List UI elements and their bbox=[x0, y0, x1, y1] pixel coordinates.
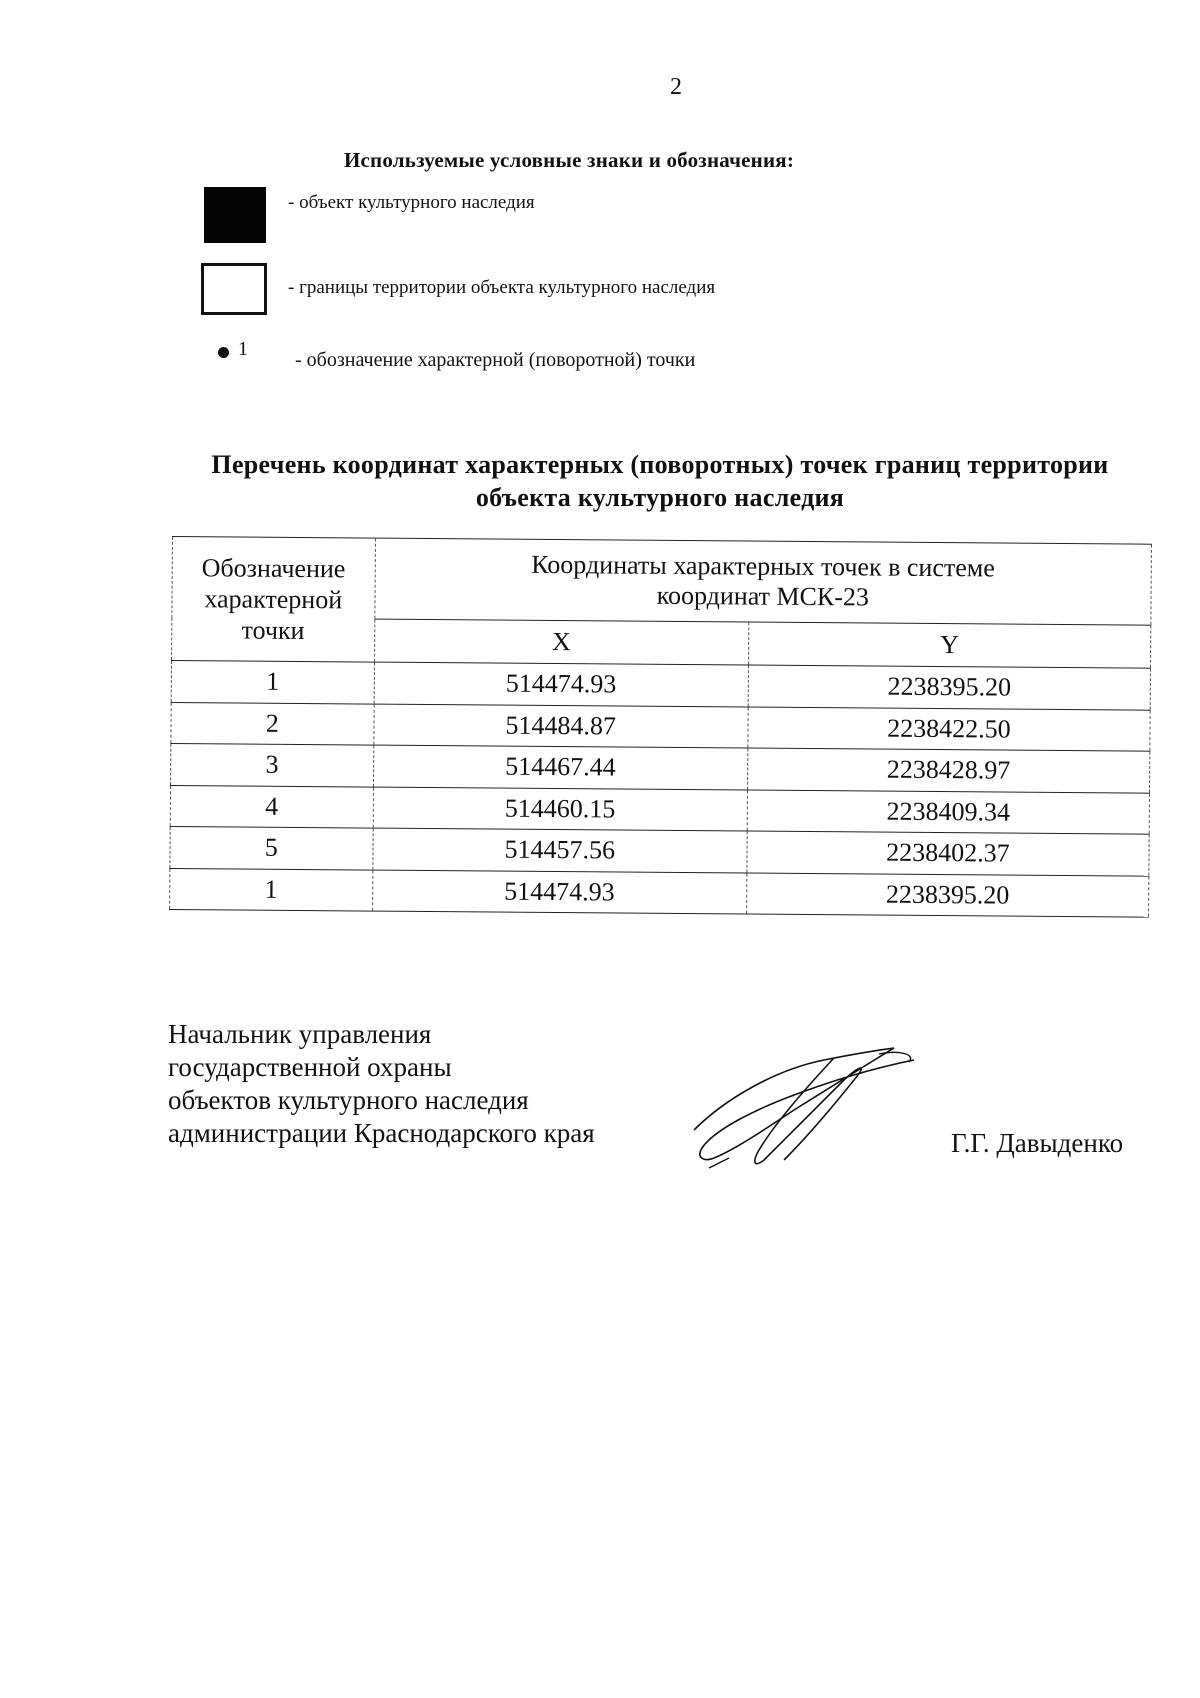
title-line-1: Перечень координат характерных (поворотных) точек границ территории bbox=[211, 450, 1109, 479]
title-line-2: объекта культурного наследия bbox=[475, 483, 845, 512]
position-line: объектов культурного наследия bbox=[168, 1085, 529, 1115]
header-point-line: точки bbox=[241, 615, 305, 646]
territory-boundary-symbol-icon bbox=[201, 263, 267, 315]
x-cell: 514460.15 bbox=[373, 787, 748, 831]
page-number: 2 bbox=[670, 74, 682, 100]
position-line: государственной охраны bbox=[168, 1052, 452, 1082]
header-y: Y bbox=[748, 622, 1150, 668]
signer-name: Г.Г. Давыденко bbox=[951, 1128, 1124, 1158]
table-body bbox=[170, 661, 1151, 918]
position-line: администрации Краснодарского края bbox=[168, 1118, 595, 1148]
point-cell: 3 bbox=[171, 743, 374, 786]
coordinates-table bbox=[169, 536, 1152, 918]
turning-point-dot-icon bbox=[218, 347, 229, 358]
header-coords-line: координат МСК-23 bbox=[656, 580, 870, 612]
point-cell: 5 bbox=[170, 826, 373, 869]
point-cell: 1 bbox=[170, 868, 373, 911]
y-cell: 2238409.34 bbox=[747, 790, 1149, 835]
legend-item-turning-point: - обозначение характерной (поворотной) точки bbox=[295, 349, 696, 371]
table-row bbox=[170, 868, 1149, 917]
x-cell: 514474.93 bbox=[374, 662, 749, 706]
legend-heading: Используемые условные знаки и обозначения: bbox=[344, 148, 795, 172]
x-cell: 514467.44 bbox=[373, 745, 748, 789]
x-cell: 514484.87 bbox=[373, 704, 748, 748]
point-cell: 2 bbox=[171, 702, 374, 745]
x-cell: 514474.93 bbox=[372, 870, 747, 914]
header-coords-line: Координаты характерных точек в системе bbox=[531, 549, 995, 583]
y-cell: 2238395.20 bbox=[746, 873, 1148, 918]
handwritten-signature bbox=[684, 1040, 924, 1180]
point-cell: 1 bbox=[171, 661, 374, 704]
header-coordinates-system bbox=[374, 538, 1151, 625]
y-cell: 2238402.37 bbox=[747, 831, 1149, 876]
signatory-position bbox=[168, 1018, 595, 1150]
legend-item-heritage-object: - объект культурного наследия bbox=[288, 192, 535, 213]
header-point-line: Обозначение bbox=[201, 553, 346, 584]
header-point-designation bbox=[172, 537, 376, 663]
turning-point-dot-label: 1 bbox=[238, 338, 248, 360]
x-cell: 514457.56 bbox=[372, 828, 747, 872]
position-line: Начальник управления bbox=[168, 1019, 432, 1049]
header-point-line: характерной bbox=[204, 584, 343, 615]
table-header-row bbox=[172, 537, 1152, 626]
y-cell: 2238395.20 bbox=[748, 665, 1150, 710]
y-cell: 2238422.50 bbox=[748, 707, 1150, 752]
heritage-object-symbol-icon bbox=[204, 187, 266, 243]
coordinates-list-title bbox=[180, 448, 1140, 514]
header-x: X bbox=[374, 619, 749, 665]
legend-item-territory-boundary: - границы территории объекта культурного наследия bbox=[288, 277, 716, 298]
point-cell: 4 bbox=[170, 785, 373, 828]
y-cell: 2238428.97 bbox=[747, 748, 1149, 793]
